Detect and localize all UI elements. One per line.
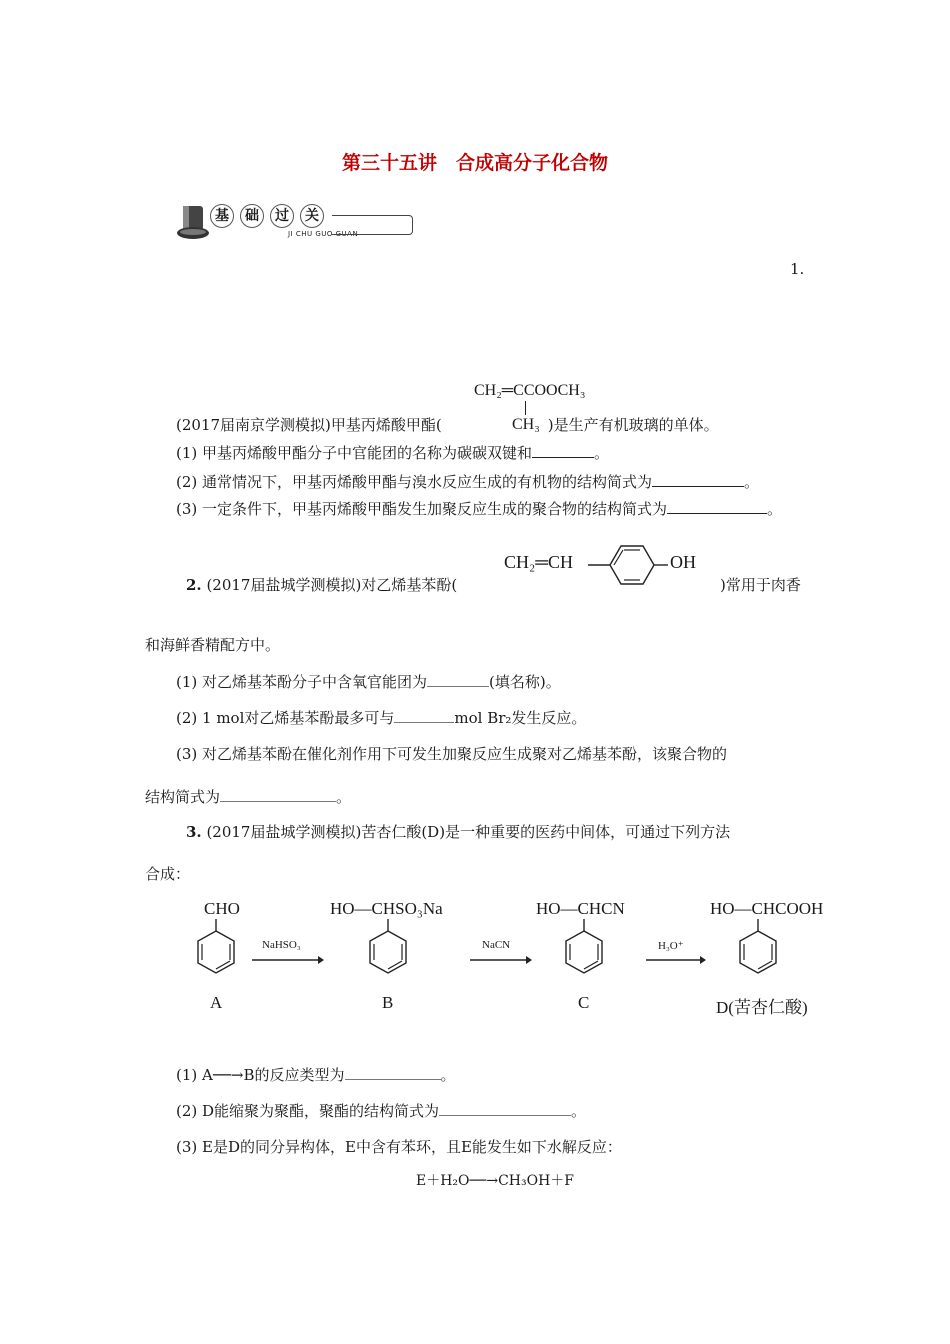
reagent-label: H₃O⁺: [658, 940, 684, 952]
q2-intro: 2. (2017届盐城学测模拟)对乙烯基苯酚(: [186, 576, 458, 594]
q2-part1: (1) 对乙烯基苯酚分子中含氧官能团为 (填名称)。: [176, 673, 561, 691]
answer-blank[interactable]: [220, 787, 336, 802]
q1-intro-before: (2017届南京学测模拟)甲基丙烯酸甲酯(: [176, 416, 442, 434]
answer-blank[interactable]: [652, 472, 744, 487]
q2-intro-after: )常用于肉香: [720, 576, 801, 594]
benzene-ring-icon: [362, 919, 422, 989]
q1-formula-top: CH₂═CCOOCH₃: [474, 382, 586, 399]
compound-label: D(苦杏仁酸): [716, 998, 808, 1017]
q2-formula-right: OH: [670, 552, 696, 572]
q3-part2: (2) D能缩聚为聚酯，聚酯的结构简式为 。: [176, 1102, 587, 1120]
q2-number: 2.: [186, 576, 202, 594]
q3-equation: E＋H₂O──→CH₃OH＋F: [415, 1173, 575, 1189]
q3-part3: (3) E是D的同分异构体，E中含有苯环，且E能发生如下水解反应：: [176, 1138, 622, 1156]
q3-intro2: 合成：: [145, 865, 191, 883]
reaction-scheme: [170, 895, 860, 1025]
answer-blank[interactable]: [345, 1065, 441, 1080]
compound-d: [710, 895, 860, 1023]
q2-line2: 和海鲜香精配方中。: [145, 636, 281, 654]
compound-c: [536, 895, 656, 1015]
q2-part3: (3) 对乙烯基苯酚在催化剂作用下可发生加聚反应生成聚对乙烯基苯酚，该聚合物的: [176, 745, 728, 763]
q1-part2: (2) 通常情况下，甲基丙烯酸甲酯与溴水反应生成的有机物的结构简式为 。: [176, 473, 760, 491]
badge-pinyin: JI CHU GUO GUAN: [288, 230, 359, 238]
benzene-ring-icon: [588, 540, 668, 590]
benzene-ring-icon: [558, 919, 618, 989]
compound-label: A: [210, 993, 223, 1012]
q1-intro: [176, 414, 719, 435]
compound-label: B: [382, 993, 394, 1012]
badge-char: 基: [210, 204, 234, 228]
q1-part1: (1) 甲基丙烯酸甲酯分子中官能团的名称为碳碳双键和 。: [176, 444, 610, 462]
compound-b: [330, 895, 470, 1015]
reagent-label: NaHSO₃: [262, 939, 301, 951]
answer-blank[interactable]: [394, 708, 454, 723]
q2-part2: (2) 1 mol对乙烯基苯酚最多可与 mol Br₂发生反应。: [176, 709, 587, 727]
q2-part3b: 结构简式为 。: [145, 788, 352, 806]
compound-group: HO—CHSO₃Na: [330, 899, 443, 918]
answer-blank[interactable]: [427, 672, 489, 687]
reagent-label: NaCN: [482, 939, 511, 951]
answer-blank[interactable]: [439, 1101, 571, 1116]
badge-char: 关: [300, 204, 324, 228]
q3-part1: (1) A──→B的反应类型为 。: [176, 1066, 456, 1084]
benzene-ring-icon: [190, 919, 250, 989]
badge-char: 础: [240, 204, 264, 228]
q3-number: 3.: [186, 823, 202, 841]
q1-intro-after: )是生产有机玻璃的单体。: [547, 416, 719, 434]
answer-blank[interactable]: [532, 443, 594, 458]
q1-formula-bond: [525, 401, 526, 415]
arrow-icon: [470, 955, 532, 965]
benzene-ring-icon: [732, 919, 792, 989]
q1-number: 1.: [790, 260, 805, 278]
page-title: 第三十五讲 合成高分子化合物: [341, 152, 608, 174]
q1-formula-branch: CH₃: [512, 416, 540, 433]
answer-blank[interactable]: [667, 499, 767, 514]
q3-intro: 3. (2017届盐城学测模拟)苦杏仁酸(D)是一种重要的医药中间体，可通过下列方法: [186, 823, 731, 841]
q1-part3: (3) 一定条件下，甲基丙烯酸甲酯发生加聚反应生成的聚合物的结构简式为 。: [176, 500, 783, 518]
compound-group: HO—CHCN: [536, 899, 625, 918]
compound-label: C: [578, 993, 590, 1012]
section-badge: [176, 200, 418, 244]
badge-char: 过: [270, 204, 294, 228]
q2-structure: [500, 540, 720, 590]
q2-formula-left: CH₂═CH: [504, 552, 574, 572]
arrow-icon: [252, 955, 324, 965]
compound-group: HO—CHCOOH: [710, 899, 824, 918]
hat-icon: [176, 202, 210, 242]
badge-rule: [332, 215, 413, 235]
compound-group: CHO: [204, 899, 240, 918]
arrow-icon: [646, 955, 706, 965]
